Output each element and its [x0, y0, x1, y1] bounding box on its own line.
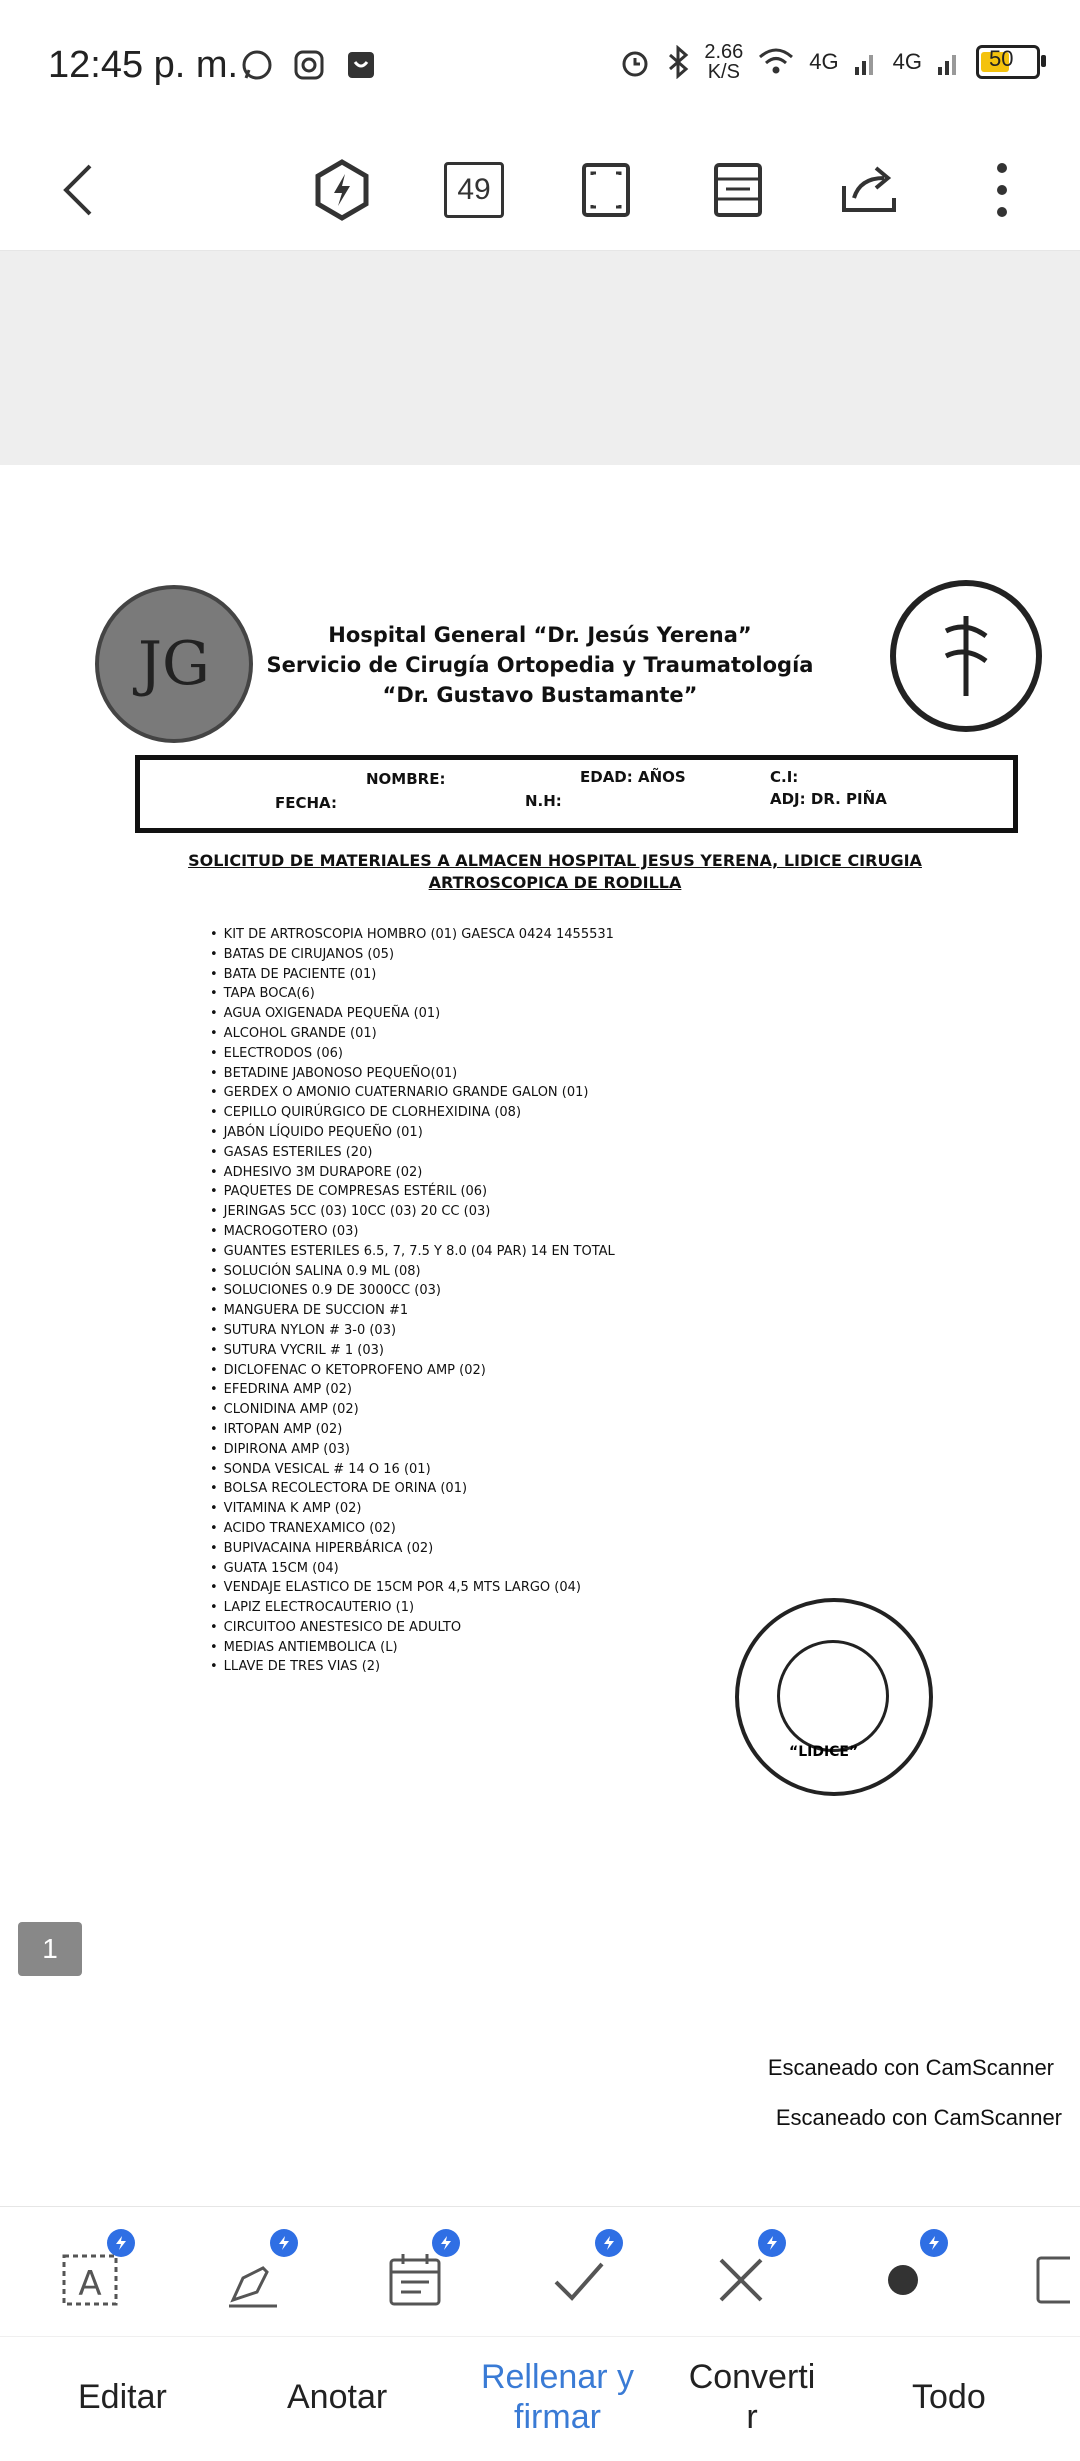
stamp-text: “LIDICE”	[789, 1744, 859, 1760]
list-item: • DICLOFENAC O KETOPROFENO AMP (02)	[210, 1361, 910, 1381]
more-vertical-icon	[996, 160, 1008, 220]
text-box-tool[interactable]	[45, 2235, 135, 2325]
list-item: • VITAMINA K AMP (02)	[210, 1499, 910, 1519]
signal-icon	[853, 47, 879, 77]
list-item: • SOLUCIONES 0.9 DE 3000CC (03)	[210, 1281, 910, 1301]
speed-value: 2.66	[704, 41, 744, 63]
share-button[interactable]	[830, 150, 910, 230]
list-item: • GUANTES ESTERILES 6.5, 7, 7.5 Y 8.0 (04 PAR) 14 EN TOTAL	[210, 1242, 910, 1262]
header-line-3: “Dr. Gustavo Bustamante”	[382, 683, 698, 707]
list-item: • GASAS ESTERILES (20)	[210, 1143, 910, 1163]
materials-list	[210, 925, 910, 1677]
list-item: • BETADINE JABONOSO PEQUEÑO(01)	[210, 1064, 910, 1084]
shop-icon	[344, 48, 378, 82]
list-item: • JERINGAS 5CC (03) 10CC (03) 20 CC (03)	[210, 1202, 910, 1222]
pen-nib-icon	[223, 2250, 283, 2310]
list-item: • CEPILLO QUIRÚRGICO DE CLORHEXIDINA (08)	[210, 1103, 910, 1123]
list-item: • SUTURA NYLON # 3-0 (03)	[210, 1321, 910, 1341]
header-line-1: Hospital General “Dr. Jesús Yerena”	[328, 623, 752, 647]
dot-icon	[873, 2250, 933, 2310]
smart-tools-button[interactable]	[302, 150, 382, 230]
cross-icon	[711, 2250, 771, 2310]
list-item: • BATAS DE CIRUJANOS (05)	[210, 945, 910, 965]
list-item: • SONDA VESICAL # 14 O 16 (01)	[210, 1460, 910, 1480]
field-nh: N.H:	[525, 792, 562, 810]
list-item: • GERDEX O AMONIO CUATERNARIO GRANDE GALON (01)	[210, 1083, 910, 1103]
instagram-icon	[292, 48, 326, 82]
premium-bolt-icon	[920, 2229, 948, 2257]
bluetooth-icon	[666, 45, 690, 79]
premium-bolt-icon	[270, 2229, 298, 2257]
list-item: • ELECTRODOS (06)	[210, 1044, 910, 1064]
list-item: • JABÓN LÍQUIDO PEQUEÑO (01)	[210, 1123, 910, 1143]
bottom-tab-bar	[0, 2336, 1080, 2461]
clock: 12:45 p. m.	[48, 44, 239, 86]
more-options-button[interactable]	[962, 150, 1042, 230]
page-count: 49	[444, 162, 504, 218]
share-icon	[838, 162, 902, 218]
list-item: • MEDIAS ANTIEMBOLICA (L)	[210, 1638, 910, 1658]
whatsapp-icon	[240, 48, 274, 82]
camscanner-watermark-1: Escaneado con CamScanner	[767, 2055, 1054, 2080]
check-tool[interactable]	[533, 2235, 623, 2325]
tab-all[interactable]: Todo	[912, 2378, 986, 2416]
list-item: • DIPIRONA AMP (03)	[210, 1440, 910, 1460]
request-title: SOLICITUD DE MATERIALES A ALMACEN HOSPITAL JESUS YERENA, LIDICE CIRUGIA ARTROSCOPICA DE RODILLA	[188, 851, 922, 892]
tab-convert[interactable]: Converti r	[688, 2358, 816, 2436]
premium-bolt-icon	[758, 2229, 786, 2257]
list-item: • BUPIVACAINA HIPERBÁRICA (02)	[210, 1539, 910, 1559]
svg-text:A: A	[78, 2264, 102, 2304]
list-item: • LLAVE DE TRES VIAS (2)	[210, 1657, 910, 1677]
header-line-2: Servicio de Cirugía Ortopedia y Traumatología	[266, 653, 814, 677]
premium-bolt-icon	[432, 2229, 460, 2257]
page-indicator: 1	[18, 1922, 82, 1976]
field-fecha: FECHA:	[275, 794, 337, 812]
list-item: • SUTURA VYCRIL # 1 (03)	[210, 1341, 910, 1361]
checkmark-icon	[548, 2250, 608, 2310]
premium-bolt-icon	[595, 2229, 623, 2257]
list-item: • CLONIDINA AMP (02)	[210, 1400, 910, 1420]
network-label-2: 4G	[892, 49, 922, 74]
more-tools[interactable]	[1030, 2235, 1080, 2325]
premium-bolt-icon	[107, 2229, 135, 2257]
field-ci: C.I:	[770, 768, 799, 786]
page-view-button[interactable]	[698, 150, 778, 230]
field-nombre: NOMBRE:	[366, 770, 446, 788]
list-item: • MANGUERA DE SUCCION #1	[210, 1301, 910, 1321]
dot-tool[interactable]	[858, 2235, 948, 2325]
network-label-1: 4G	[809, 49, 839, 74]
notification-icons	[240, 48, 378, 82]
battery-level: 50	[989, 46, 1014, 71]
speed-unit: K/S	[707, 61, 740, 83]
list-item: • EFEDRINA AMP (02)	[210, 1380, 910, 1400]
list-item: • IRTOPAN AMP (02)	[210, 1420, 910, 1440]
tab-edit[interactable]: Editar	[78, 2378, 167, 2416]
svg-text:JG: JG	[138, 629, 210, 699]
patient-info-box	[135, 755, 1018, 833]
official-stamp	[735, 1598, 933, 1796]
fullscreen-icon	[580, 161, 632, 219]
field-edad: EDAD: AÑOS	[580, 768, 686, 786]
list-item: • PAQUETES DE COMPRESAS ESTÉRIL (06)	[210, 1182, 910, 1202]
document-page	[0, 465, 1080, 2245]
list-item: • SOLUCIÓN SALINA 0.9 ML (08)	[210, 1262, 910, 1282]
back-button[interactable]	[38, 150, 118, 230]
list-item: • TAPA BOCA(6)	[210, 984, 910, 1004]
status-bar	[0, 0, 1080, 130]
list-item: • BOLSA RECOLECTORA DE ORINA (01)	[210, 1479, 910, 1499]
date-tool[interactable]	[370, 2235, 460, 2325]
list-item: • KIT DE ARTROSCOPIA HOMBRO (01) GAESCA 0424 1455531	[210, 925, 910, 945]
document-viewer[interactable]	[0, 251, 1080, 2206]
battery-icon	[976, 45, 1040, 79]
network-speed	[704, 42, 743, 82]
system-icons	[618, 42, 1040, 82]
calendar-icon	[385, 2250, 445, 2310]
list-item: • ADHESIVO 3M DURAPORE (02)	[210, 1163, 910, 1183]
list-item: • AGUA OXIGENADA PEQUEÑA (01)	[210, 1004, 910, 1024]
page-count-button[interactable]	[434, 150, 514, 230]
list-item: • VENDAJE ELASTICO DE 15CM POR 4,5 MTS LARGO (04)	[210, 1578, 910, 1598]
list-item: • BATA DE PACIENTE (01)	[210, 965, 910, 985]
field-adj: ADJ: DR. PIÑA	[770, 790, 887, 808]
back-arrow-icon	[58, 160, 98, 220]
list-item: • LAPIZ ELECTROCAUTERIO (1)	[210, 1598, 910, 1618]
hexagon-bolt-icon	[310, 158, 374, 222]
fill-sign-toolbar	[0, 2206, 1080, 2337]
signal-icon-2	[936, 47, 962, 77]
list-item: • GUATA 15CM (04)	[210, 1559, 910, 1579]
wifi-icon	[757, 47, 795, 77]
list-item: • MACROGOTERO (03)	[210, 1222, 910, 1242]
rectangle-icon	[1030, 2250, 1070, 2310]
list-item: • CIRCUITOO ANESTESICO DE ADULTO	[210, 1618, 910, 1638]
list-item: • ALCOHOL GRANDE (01)	[210, 1024, 910, 1044]
cross-tool[interactable]	[696, 2235, 786, 2325]
text-field-icon	[60, 2250, 120, 2310]
top-toolbar	[0, 130, 1080, 251]
signature-tool[interactable]	[208, 2235, 298, 2325]
camscanner-watermark-2: Escaneado con CamScanner	[775, 2105, 1062, 2130]
list-item: • ACIDO TRANEXAMICO (02)	[210, 1519, 910, 1539]
alarm-icon	[618, 45, 652, 79]
tab-fill-sign[interactable]: Rellenar y firmar	[480, 2358, 635, 2436]
document-view-icon	[712, 161, 764, 219]
tab-annotate[interactable]: Anotar	[287, 2378, 388, 2416]
fullscreen-button[interactable]	[566, 150, 646, 230]
